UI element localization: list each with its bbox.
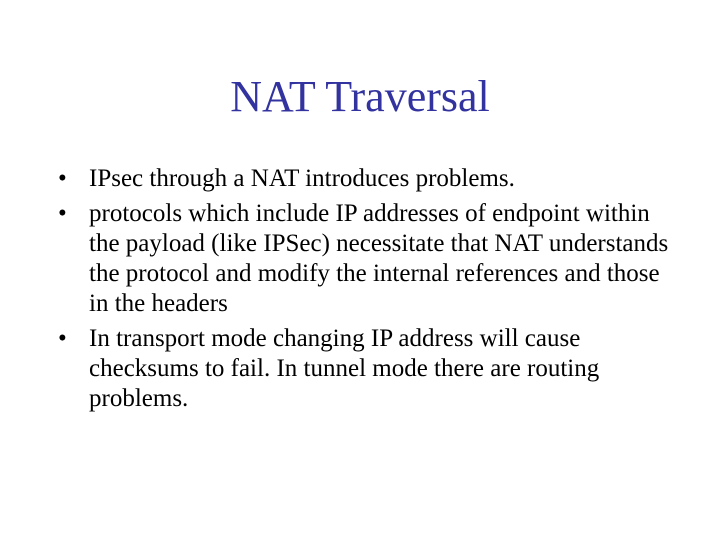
bullet-item <box>58 324 678 414</box>
bullet-dot-icon: • <box>58 165 67 192</box>
bullet-text: protocols which include IP addresses of endpoint within the payload (like IPSec) necessitate that NAT understands the protocol and modify the internal references and those in the headers <box>89 200 669 317</box>
bullet-text: IPsec through a NAT introduces problems. <box>89 165 515 192</box>
bullet-dot-icon: • <box>58 325 67 352</box>
slide-title: NAT Traversal <box>230 72 490 121</box>
bullet-item <box>58 199 678 319</box>
bullet-text: In transport mode changing IP address will cause checksums to fail. In tunnel mode there are routing problems. <box>89 325 600 412</box>
bullet-dot-icon: • <box>58 200 67 227</box>
bullet-list <box>58 164 678 419</box>
bullet-item <box>58 164 678 194</box>
